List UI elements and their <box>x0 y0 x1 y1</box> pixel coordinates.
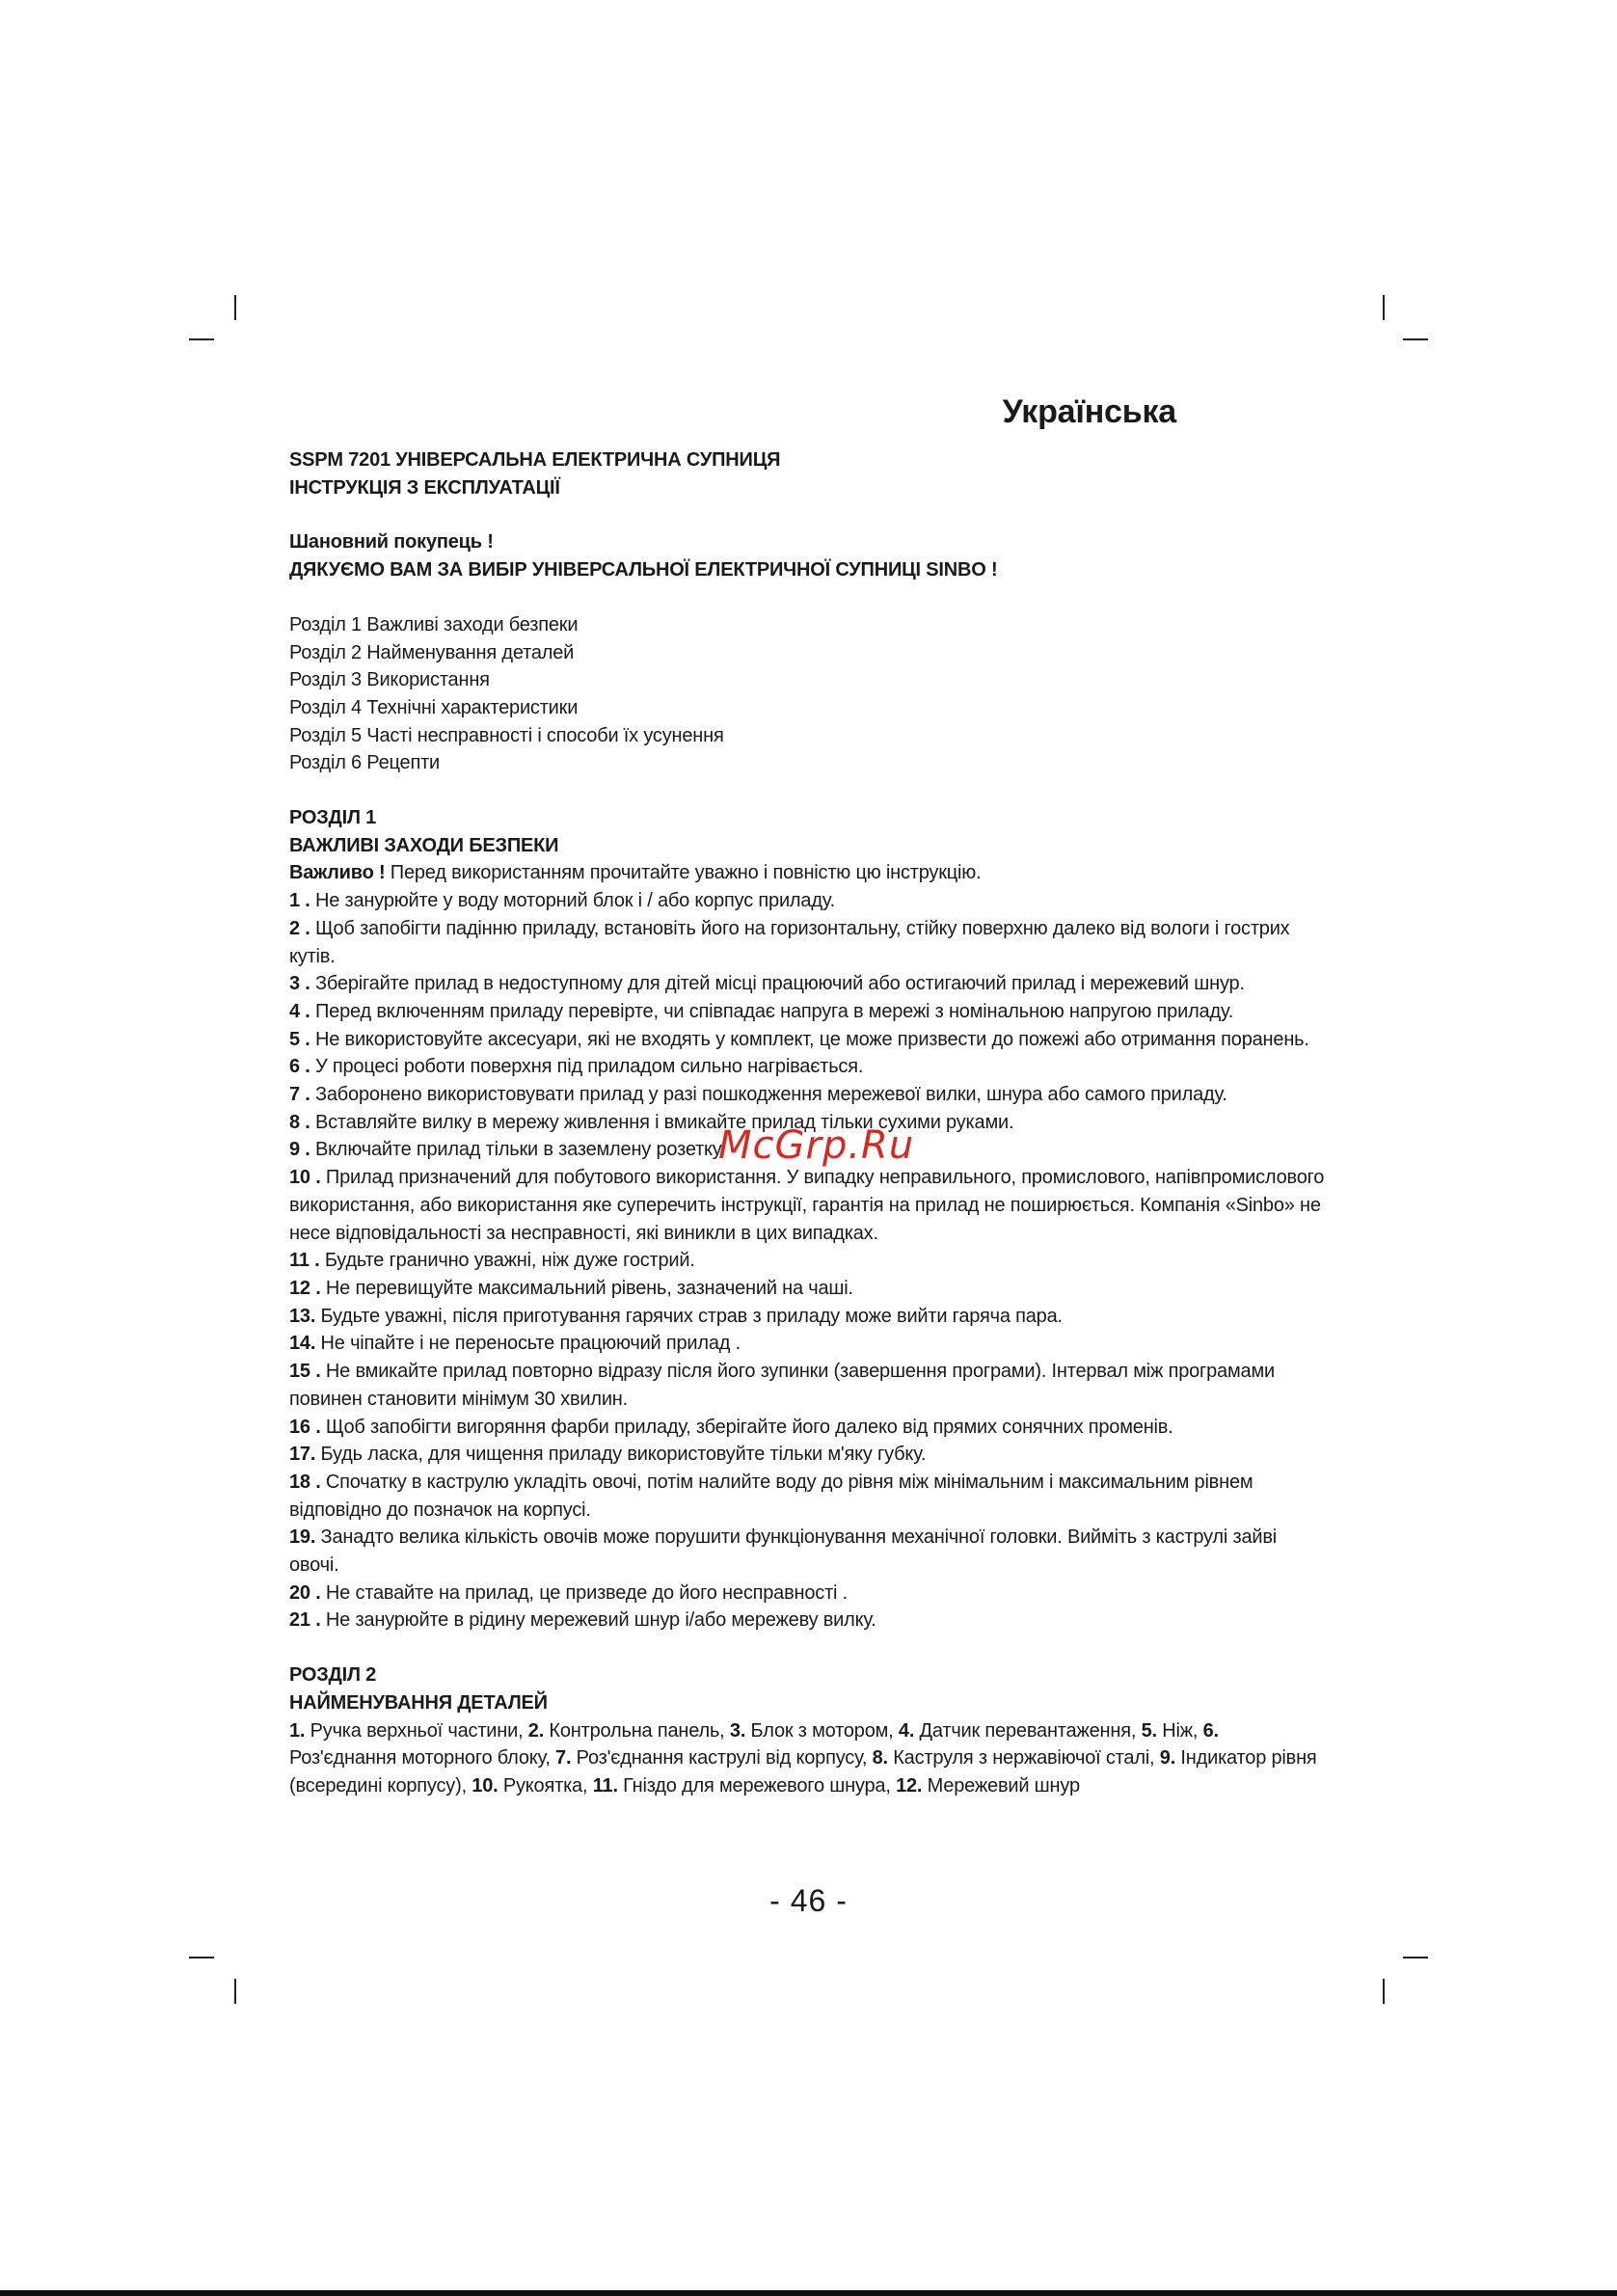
part-name: Мережевий шнур <box>922 1774 1080 1796</box>
part-number: 4. <box>898 1719 915 1742</box>
language-heading: Українська <box>1002 393 1176 430</box>
toc-item: Розділ 3 Використання <box>289 669 490 691</box>
safety-item-number: 13. <box>289 1305 316 1327</box>
safety-item-number: 2 . <box>289 917 310 939</box>
safety-item-number: 19. <box>289 1526 316 1549</box>
toc-item: Розділ 6 Рецепти <box>289 752 441 774</box>
toc-item: Розділ 1 Важливі заходи безпеки <box>289 613 579 635</box>
spacer <box>289 584 1331 611</box>
safety-item-number: 7 . <box>289 1084 310 1106</box>
safety-item-number: 1 . <box>289 890 310 912</box>
page-number: - 46 - <box>769 1883 848 1918</box>
safety-item-text: Прилад призначений для побутового використання. У випадку неправильного, промислового, напівпромислового використання, або використання яке суперечить інструкції, гарантія на прилад не поширюється. Компанія «Sinbo» не несе відповідальності за несправності, які виникли в цих випадках. <box>289 1167 1325 1244</box>
safety-item <box>289 1081 1331 1109</box>
part-number: 12. <box>896 1774 923 1796</box>
safety-item-number: 21 . <box>289 1609 321 1632</box>
safety-item-number: 14. <box>289 1333 316 1355</box>
safety-item-text: Заборонено використовувати прилад у разі пошкодження мережевої вилки, шнура або самого приладу. <box>310 1084 1227 1106</box>
safety-item <box>289 1441 1331 1469</box>
safety-item <box>289 1524 1331 1579</box>
crop-mark-bottom-right-horizontal <box>1403 1957 1428 1958</box>
part-number: 5. <box>1141 1719 1157 1742</box>
safety-item-number: 17. <box>289 1444 316 1466</box>
safety-item-text: Будь ласка, для чищення приладу використовуйте тільки м'яку губку. <box>315 1444 927 1466</box>
section-1-title: ВАЖЛИВІ ЗАХОДИ БЕЗПЕКИ <box>289 834 559 856</box>
part-number: 8. <box>872 1747 888 1769</box>
safety-item-number: 12 . <box>289 1277 321 1299</box>
safety-item <box>289 970 1331 998</box>
safety-item-number: 8 . <box>289 1111 310 1133</box>
safety-item-text: Не занурюйте у воду моторний блок і / або корпус приладу. <box>310 890 835 912</box>
safety-item-number: 9 . <box>289 1139 310 1161</box>
section-2-title: НАЙМЕНУВАННЯ ДЕТАЛЕЙ <box>289 1691 548 1714</box>
part-name: Блок з мотором, <box>745 1719 899 1742</box>
important-label: Важливо ! <box>289 862 386 884</box>
toc-item: Розділ 4 Технічні характеристики <box>289 696 579 718</box>
parts-list <box>289 1717 1331 1800</box>
safety-item <box>289 1275 1331 1303</box>
safety-item-number: 20 . <box>289 1581 321 1604</box>
safety-item <box>289 1358 1331 1413</box>
safety-item-text: Перед включенням приладу перевірте, чи співпадає напруга в мережі з номінальною напругою приладу. <box>310 1000 1234 1022</box>
table-of-contents <box>289 611 1331 777</box>
part-name: Гніздо для мережевого шнура, <box>617 1774 897 1796</box>
crop-mark-top-left-horizontal <box>189 338 214 340</box>
safety-item-number: 4 . <box>289 1000 310 1022</box>
part-name: Контрольна панель, <box>544 1719 730 1742</box>
safety-item <box>289 998 1331 1026</box>
safety-item-text: Не ставайте на прилад, це призведе до його несправності . <box>320 1581 849 1604</box>
safety-item-text: Не чіпайте і не переносьте працюючий прилад . <box>315 1333 741 1355</box>
document-title: SSPM 7201 УНІВЕРСАЛЬНА ЕЛЕКТРИЧНА СУПНИЦЯ <box>289 449 781 471</box>
part-number: 1. <box>289 1719 306 1742</box>
safety-item <box>289 1414 1331 1442</box>
section-1-label: РОЗДІЛ 1 <box>289 807 377 829</box>
part-name: Ручка верхньої частини, <box>305 1719 528 1742</box>
crop-mark-bottom-right-vertical <box>1383 1979 1385 2004</box>
safety-list <box>289 887 1331 1634</box>
safety-item <box>289 887 1331 915</box>
safety-item-text: Зберігайте прилад в недоступному для дітей місці працюючий або остигаючий прилад і мережевий шнур. <box>310 973 1245 995</box>
safety-item-text: Вставляйте вилку в мережу живлення і вмикайте прилад тільки сухими руками. <box>310 1111 1014 1133</box>
safety-item <box>289 1164 1331 1247</box>
safety-item-number: 10 . <box>289 1167 321 1189</box>
safety-item <box>289 1330 1331 1358</box>
safety-item <box>289 915 1331 970</box>
safety-item-text: Не перевищуйте максимальний рівень, зазначений на чаші. <box>320 1277 853 1299</box>
part-name: Каструля з нержавіючої сталі, <box>887 1747 1160 1769</box>
crop-mark-top-right-vertical <box>1383 295 1385 320</box>
section-2-label: РОЗДІЛ 2 <box>289 1664 377 1687</box>
safety-item <box>289 1053 1331 1081</box>
part-number: 11. <box>592 1774 618 1796</box>
important-text: Перед використанням прочитайте уважно і повністю цю інструкцію. <box>385 862 982 884</box>
safety-item <box>289 1607 1331 1634</box>
safety-item-text: Щоб запобігти вигоряння фарби приладу, зберігайте його далеко від прямих сонячних променів. <box>320 1416 1173 1438</box>
safety-item-text: Не занурюйте в рідину мережевий шнур і/або мережеву вилку. <box>320 1609 876 1632</box>
spacer <box>289 501 1331 528</box>
part-name: Роз'єднання моторного блоку, <box>289 1747 556 1769</box>
section-2 <box>289 1661 1331 1800</box>
part-number: 10. <box>472 1774 499 1796</box>
toc-item: Розділ 2 Найменування деталей <box>289 641 575 663</box>
watermark-logo: McGrp.Ru <box>718 1123 915 1168</box>
crop-mark-top-left-vertical <box>234 295 236 320</box>
safety-item-text: У процесі роботи поверхня під приладом сильно нагрівається. <box>310 1056 864 1078</box>
thank-you-line: ДЯКУЄМО ВАМ ЗА ВИБІР УНІВЕРСАЛЬНОЇ ЕЛЕКТРИЧНОЇ СУПНИЦІ SINBO ! <box>289 559 998 581</box>
part-name: Рукоятка, <box>498 1774 593 1796</box>
safety-item-text: Занадто велика кількість овочів може порушити функціонування механічної головки. Вийміть з каструлі зайві овочі. <box>289 1526 1278 1577</box>
safety-item-number: 3 . <box>289 973 310 995</box>
part-number: 6. <box>1202 1719 1219 1742</box>
toc-item: Розділ 5 Часті несправності і способи їх усунення <box>289 724 724 746</box>
safety-item <box>289 1469 1331 1524</box>
safety-item-text: Будьте уважні, після приготування гарячих страв з приладу може вийти гаряча пара. <box>315 1305 1063 1327</box>
safety-item-text: Спочатку в каструлю укладіть овочі, потім налийте воду до рівня між мінімальним і максимальним рівнем відповідно до позначок на корпусі. <box>289 1471 1253 1521</box>
greeting-line: Шановний покупець ! <box>289 531 494 554</box>
part-name: Ніж, <box>1156 1719 1203 1742</box>
section-1 <box>289 804 1331 1634</box>
safety-item-number: 5 . <box>289 1028 310 1050</box>
part-name: Датчик перевантаження, <box>914 1719 1142 1742</box>
crop-mark-top-right-horizontal <box>1403 338 1428 340</box>
safety-item-text: Будьте гранично уважні, ніж дуже гострий. <box>319 1250 695 1272</box>
part-name: Індикатор рівня (всередині корпусу), <box>289 1747 1317 1796</box>
bottom-edge-bar <box>0 2290 1617 2296</box>
safety-item <box>289 1303 1331 1331</box>
safety-item <box>289 1580 1331 1607</box>
safety-item <box>289 1026 1331 1054</box>
safety-item-number: 18 . <box>289 1471 321 1493</box>
safety-item-text: Не вмикайте прилад повторно відразу після його зупинки (завершення програми). Інтервал між програмами повинен становити мінімум 30 хвилин. <box>289 1361 1275 1410</box>
page-content <box>289 391 1331 1800</box>
important-note <box>289 859 1331 887</box>
safety-item-text: Не використовуйте аксесуари, які не входять у комплект, це може призвести до пожежі або отримання поранень. <box>310 1028 1309 1050</box>
document-subtitle: ІНСТРУКЦІЯ З ЕКСПЛУАТАЦІЇ <box>289 476 560 499</box>
part-number: 7. <box>555 1747 572 1769</box>
safety-item-number: 16 . <box>289 1416 321 1438</box>
part-number: 2. <box>527 1719 545 1742</box>
safety-item-number: 15 . <box>289 1361 321 1383</box>
part-name: Роз'єднання каструлі від корпусу, <box>571 1747 873 1769</box>
safety-item-text: Щоб запобігти падінню приладу, встановіть його на горизонтальну, стійку поверхню далеко від вологи і гострих кутів. <box>289 917 1290 967</box>
part-number: 9. <box>1159 1747 1176 1769</box>
crop-mark-bottom-left-vertical <box>234 1979 236 2004</box>
safety-item-number: 11 . <box>289 1250 320 1272</box>
safety-item <box>289 1247 1331 1275</box>
safety-item-number: 6 . <box>289 1056 310 1078</box>
safety-item-text: Включайте прилад тільки в заземлену розетку. <box>310 1139 725 1161</box>
part-number: 3. <box>729 1719 746 1742</box>
crop-mark-bottom-left-horizontal <box>189 1957 214 1958</box>
